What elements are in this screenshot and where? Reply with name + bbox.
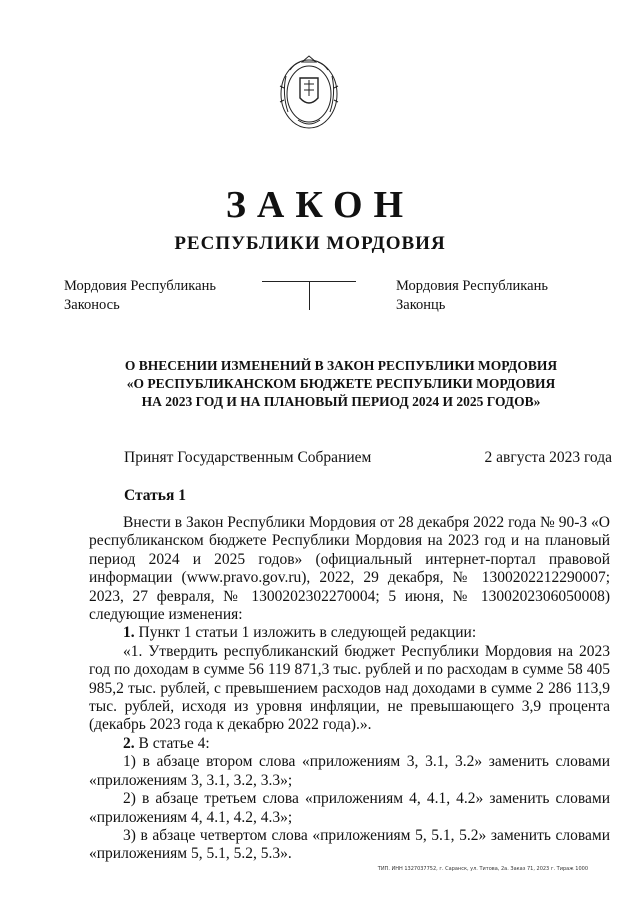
- left-language-line-2: Законось: [64, 297, 120, 313]
- law-title-line-3: НА 2023 ГОД И НА ПЛАНОВЫЙ ПЕРИОД 2024 И 2025 ГОДОВ»: [141, 394, 541, 409]
- article-heading: Статья 1: [124, 487, 186, 504]
- article-intro: Внести в Закон Республики Мордовия от 28 декабря 2022 года № 90-З «О республиканском бюджете Республики Мордовия на 2023 год и на плановый период 2024 и 2025 годов» (официальный интернет-портал правовой информации (www.pravo.gov.ru), 2022, 29 декабря, № 1300202212290007; 2023, 27 февраля, № 1300202302270004; 5 июня, № 1300202306050008) следующие изменения:: [89, 514, 610, 624]
- article-body: [89, 514, 610, 864]
- printer-imprint: ТИП. ИНН 1327037752, г. Саранск, ул. Титова, 2а. Заказ 71, 2023 г. Тираж 1000: [377, 866, 588, 872]
- sub-item-1: 1) в абзаце втором слова «приложениям 3, 3.1, 3.2» заменить словами «приложениям 3, 3.1, 3.2, 3.3»;: [89, 753, 610, 789]
- document-title: ЗАКОН: [225, 184, 415, 226]
- item-1-number: 1.: [123, 624, 135, 642]
- item-2: [89, 735, 610, 753]
- right-language-line-2: Законць: [396, 297, 446, 313]
- law-title-line-1: О ВНЕСЕНИИ ИЗМЕНЕНИЙ В ЗАКОН РЕСПУБЛИКИ МОРДОВИЯ: [124, 358, 558, 373]
- separator-vertical: [309, 282, 310, 310]
- item-2-text: В статье 4:: [138, 734, 210, 752]
- adopted-label: Принят Государственным Собранием: [124, 449, 372, 466]
- law-title-line-2: «О РЕСПУБЛИКАНСКОМ БЮДЖЕТЕ РЕСПУБЛИКИ МОРДОВИЯ: [126, 376, 556, 391]
- item-1-text: Пункт 1 статьи 1 изложить в следующей редакции:: [138, 624, 477, 642]
- law-title: [96, 357, 586, 411]
- coat-of-arms-mordovia-icon: [276, 54, 342, 134]
- right-language-line-1: Мордовия Республикань: [396, 278, 548, 294]
- right-language-block: [396, 277, 548, 315]
- document-subtitle: РЕСПУБЛИКИ МОРДОВИЯ: [174, 233, 446, 254]
- left-language-line-1: Мордовия Республикань: [64, 278, 216, 294]
- item-1-quote: «1. Утвердить республиканский бюджет Республики Мордовия на 2023 год по доходам в сумме 56 119 871,3 тыс. рублей и по расходам в сумме 58 405 985,2 тыс. рублей, с превышением расходов над доходами в сумме 2 286 113,9 тыс. рублей, исходя из уровня инфляции, не превышающего 3,9 процента (декабрь 2023 года к декабрю 2022 года).».: [89, 642, 610, 734]
- sub-item-3: 3) в абзаце четвертом слова «приложениям 5, 5.1, 5.2» заменить словами «приложениям 5, 5.1, 5.2, 5.3».: [89, 826, 610, 863]
- sub-item-2: 2) в абзаце третьем слова «приложениям 4, 4.1, 4.2» заменить словами «приложениям 4, 4.1, 4.2, 4.3»;: [89, 790, 610, 826]
- item-2-number: 2.: [123, 734, 135, 752]
- left-language-block: [64, 277, 216, 315]
- item-1: [89, 624, 610, 642]
- adopted-date: 2 августа 2023 года: [484, 449, 612, 466]
